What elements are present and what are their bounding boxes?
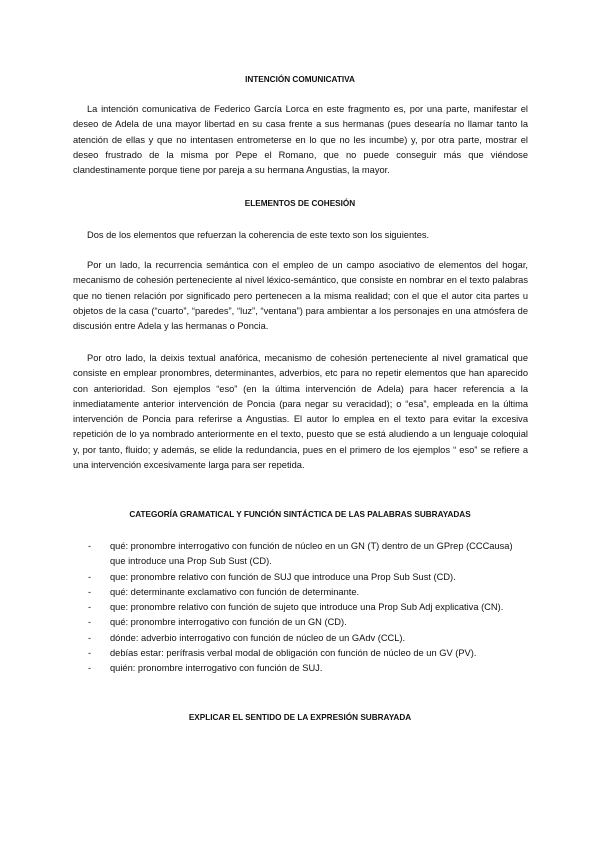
list-item: - qué: pronombre interrogativo con función de un GN (CD). — [88, 615, 528, 630]
list-palabras-subrayadas — [88, 539, 528, 677]
list-item: - que: pronombre relativo con función de sujeto que introduce una Prop Sub Adj explicativa (CN). — [88, 600, 528, 615]
heading-explicar-sentido: EXPLICAR EL SENTIDO DE LA EXPRESIÓN SUBRAYADA — [188, 713, 412, 722]
paragraph-recurrencia-semantica: Por un lado, la recurrencia semántica con el empleo de un campo asociativo de elementos del hogar, mecanismo de cohesión perteneciente al nivel léxico-semántico, que consiste en nombrar en el texto palabras que no tienen relación por significado pero pertenecen a la misma realidad; con el que el autor cita partes u objetos de la casa (“cuarto”, “paredes”, “luz”, “ventana”) para ambientar a los personajes en una atmósfera de discusión entre Adela y las hermanas o Poncia. — [73, 260, 528, 332]
heading-categoria-gramatical: CATEGORÍA GRAMATICAL Y FUNCIÓN SINTÁCTICA DE LAS PALABRAS SUBRAYADAS — [129, 510, 471, 519]
list-item: - quién: pronombre interrogativo con función de SUJ. — [88, 661, 528, 676]
list-item: - dónde: adverbio interrogativo con función de núcleo de un GAdv (CCL). — [88, 631, 528, 646]
heading-intencion-comunicativa: INTENCIÓN COMUNICATIVA — [245, 75, 355, 84]
paragraph-intencion: La intención comunicativa de Federico García Lorca en este fragmento es, por una parte, manifestar el deseo de Adela de una mayor libertad en su casa frente a sus hermanas (pues desearía no llamar tanto la atención de ellas y que no intentasen entrometerse en lo que no les incumbe) y, por otra parte, mostrar el deseo frustrado de la misma por Pepe el Romano, que no puede conseguir más que viéndose clandestinamente porque tiene por pareja a su hermana Angustias, la mayor. — [73, 104, 528, 176]
list-item: - qué: determinante exclamativo con función de determinante. — [88, 585, 528, 600]
paragraph-cohesion-intro: Dos de los elementos que refuerzan la coherencia de este texto son los siguientes. — [87, 230, 430, 240]
list-item: - qué: pronombre interrogativo con función de núcleo en un GN (T) dentro de un GPrep (CCCausa) que introduce una Prop Sub Sust (CD). — [88, 539, 528, 570]
paragraph-deixis-textual: Por otro lado, la deixis textual anafórica, mecanismo de cohesión perteneciente al nivel gramatical que consiste en emplear pronombres, determinantes, adverbios, etc para no repetir elementos que han aparecido con anterioridad. Son ejemplos “eso” (en la última intervención de Adela) para hacer referencia a la inmediatamente anterior intervención de Poncia (para negar su veracidad); o “esa”, empleada en la última intervención de Poncia para referirse a Angustias. El autor lo emplea en el texto para evitar la excesiva repetición de lo ya nombrado anteriormente en el texto, puesto que se está aludiendo a un lenguaje coloquial y, por tanto, fluido; y además, se elide la redundancia, pues en el primero de los ejemplos “ eso” se refiere a una intervención excesivamente larga para ser repetida. — [73, 353, 528, 471]
list-item: - debías estar: perífrasis verbal modal de obligación con función de núcleo de un GV (PV). — [88, 646, 528, 661]
list-item: - que: pronombre relativo con función de SUJ que introduce una Prop Sub Sust (CD). — [88, 570, 528, 585]
heading-elementos-cohesion: ELEMENTOS DE COHESIÓN — [244, 199, 356, 208]
